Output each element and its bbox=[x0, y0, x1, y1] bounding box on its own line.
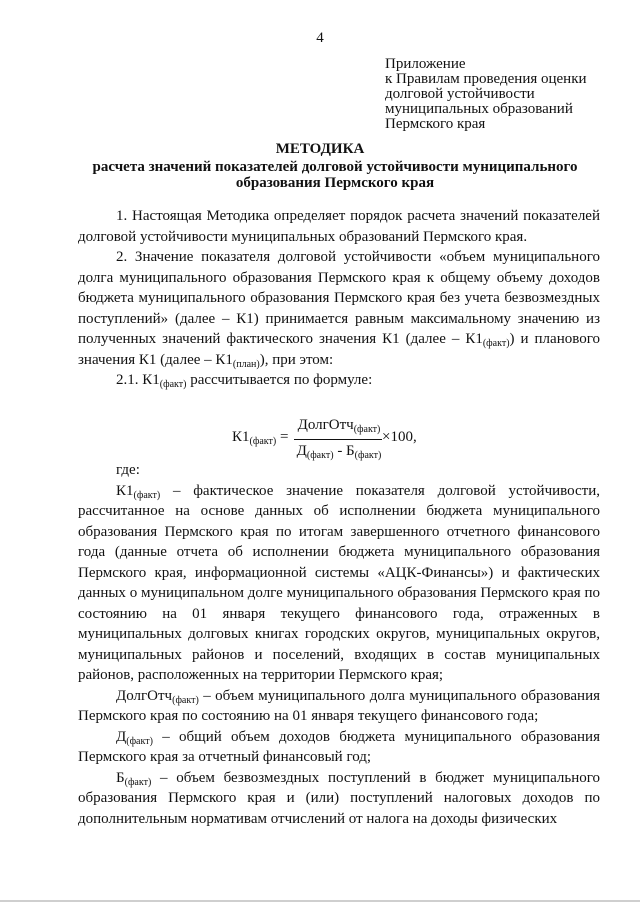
scan-edge-line bbox=[0, 900, 640, 902]
document-subtitle: расчета значений показателей долговой устойчивости муниципального образования Пермского края bbox=[92, 159, 578, 191]
appendix-line: муниципальных образований bbox=[385, 101, 573, 117]
where-label: где: bbox=[116, 462, 140, 478]
appendix-line: долговой устойчивости bbox=[385, 86, 535, 102]
paragraph-1: 1. Настоящая Методика определяет порядок расчета значений показателей долговой устойчивости муниципальных образований Пермского края. bbox=[78, 208, 600, 245]
appendix-line: к Правилам проведения оценки bbox=[385, 71, 587, 87]
formula-lhs: $К1_{(факт)}$ = bbox=[232, 429, 289, 447]
appendix-line: Пермского края bbox=[385, 116, 486, 132]
formula-denominator: $Д_{(факт)} - Б_{(факт)}$ bbox=[296, 443, 382, 461]
definition-k1: $К1_{(факт)}$ – фактическое значение показателя долговой устойчивости, рассчитанное на основе данных об исполнении бюджета муниципального образования Пермского края по итогам завершенного отчетного финансового года (данные отчета об исполнении бюджета муниципального образования Пермского края, информационной системы «АЦК-Финансы») и фактических данных о муниципальном долге муниципального образования Пермского края по состоянию на 01 января текущего финансового года, отраженных в муниципальных долговых книгах городских округов, муниципальных округов, муниципальных районов и поселений, входящих в состав муниципальных районов, расположенных на территории Пермского края; bbox=[78, 482, 600, 683]
fraction-bar bbox=[294, 439, 382, 440]
document-title: МЕТОДИКА bbox=[275, 141, 365, 157]
appendix-block bbox=[385, 57, 587, 132]
formula-numerator: ДолгОтч$_{(факт)}$ bbox=[297, 417, 381, 435]
paragraph-2-1: 2.1. $К1_{(факт)}$ рассчитывается по формуле: bbox=[116, 372, 373, 390]
page-number: 4 bbox=[316, 30, 324, 46]
body-section-2 bbox=[78, 460, 600, 829]
definition-d: $Д_{(факт)}$ – общий объем доходов бюджета муниципального образования Пермского края за отчетный финансовый год; bbox=[78, 728, 600, 765]
paragraph-2: 2. Значение показателя долговой устойчивости «объем муниципального долга муниципального образования Пермского края к общему объему доходов бюджета муниципального образования Пермского края без учета безвозмездных поступлений» (далее – К1) принимается равным максимальному значению из полученных значений фактического значения К1 (далее – $К1_{(факт)}$) и планового значения К1 (далее – $К1_{(план)}$), при этом: bbox=[78, 249, 600, 370]
definition-b: $Б_{(факт)}$ – объем безвозмездных поступлений в бюджет муниципального образования Пермского края и (или) поступлений налоговых доходов по дополнительным нормативам отчислений от налога на доходы физических bbox=[78, 769, 600, 827]
appendix-line: Приложение bbox=[385, 56, 466, 72]
definition-dolgotch: ДолгОтч$_{(факт)}$ – объем муниципального долга муниципального образования Пермского края по состоянию на 01 января текущего финансового года; bbox=[78, 687, 600, 724]
body-section-1 bbox=[78, 206, 600, 391]
formula-rhs: ×100, bbox=[382, 429, 417, 445]
